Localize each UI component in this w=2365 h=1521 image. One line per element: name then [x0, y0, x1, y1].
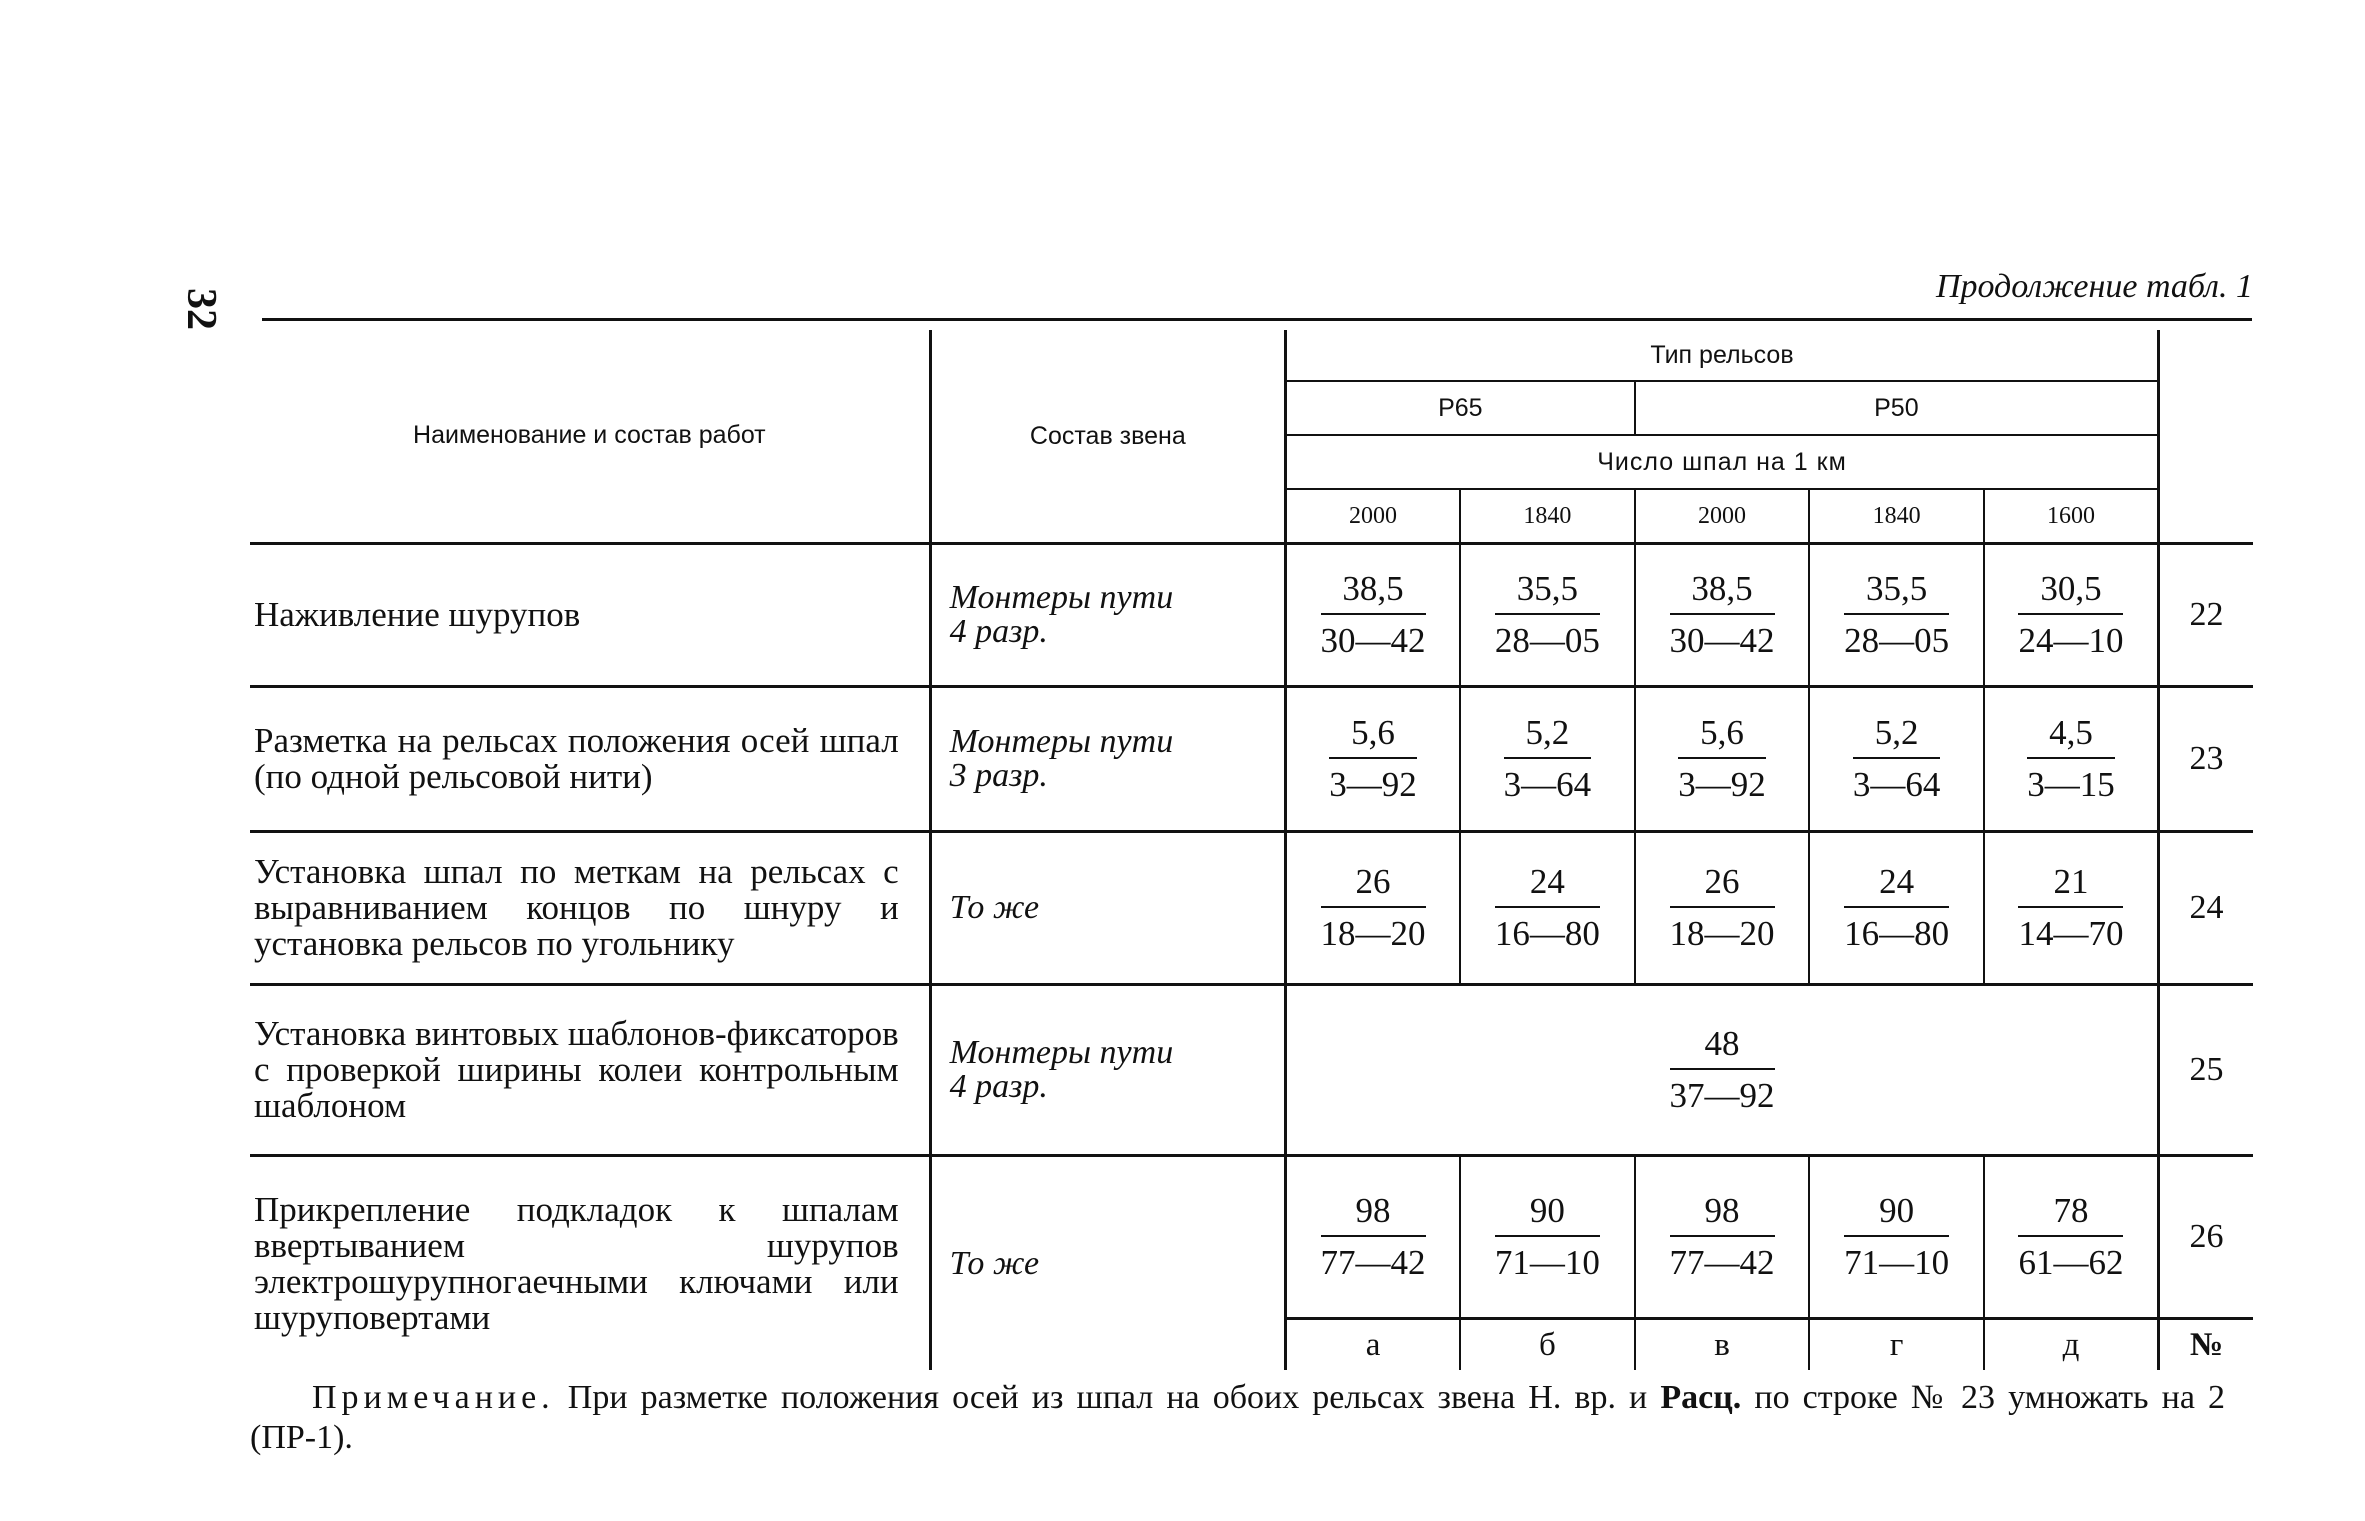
row-number: 25: [2159, 985, 2253, 1156]
column-number-label: №: [2159, 1319, 2253, 1371]
row-number: 22: [2159, 544, 2253, 687]
table-row: [250, 985, 2253, 1156]
norm-value: $\frac{35,5}{28—05}$: [1494, 569, 1600, 660]
work-name: Установка шпал по меткам на рельсах с выравниванием концов по шнуру и установка рельсов по угольнику: [250, 832, 930, 985]
norm-value: $\frac{21}{14—70}$: [2018, 862, 2124, 953]
norm-value: $\frac{38,5}{30—42}$: [1320, 569, 1426, 660]
norm-value: $\frac{98}{77—42}$: [1320, 1191, 1426, 1282]
header-rail-p50: Р50: [1635, 381, 2159, 435]
header-rail-type: Тип рельсов: [1285, 330, 2158, 381]
table-row: [250, 687, 2253, 832]
norm-value: $\frac{24}{16—80}$: [1844, 862, 1950, 953]
norm-value: $\frac{4,5}{3—15}$: [2027, 713, 2115, 804]
note-text: При разметке положения осей из шпал на обоих рельсах звена Н. вр. и: [554, 1379, 1661, 1416]
header-number-col: [2159, 330, 2253, 544]
table-row: [250, 1156, 2253, 1319]
header-count: 1600: [2046, 502, 2095, 529]
norm-value: $\frac{90}{71—10}$: [1494, 1191, 1600, 1282]
crew-composition: Монтеры пути 4 разр.: [930, 544, 1285, 687]
norm-value-merged: $\frac{48}{37—92}$: [1669, 1024, 1775, 1115]
table-note: [250, 1378, 2225, 1458]
crew-composition: То же: [930, 1156, 1285, 1371]
top-rule: [262, 318, 2252, 321]
norm-value: $\frac{26}{18—20}$: [1320, 862, 1426, 953]
norm-value: $\frac{5,2}{3—64}$: [1852, 713, 1941, 804]
norm-value: $\frac{5,2}{3—64}$: [1503, 713, 1592, 804]
work-name: Разметка на рельсах положения осей шпал (по одной рельсовой нити): [250, 687, 930, 832]
column-letter: в: [1635, 1319, 1810, 1371]
header-rail-p65: Р65: [1285, 381, 1634, 435]
note-bold: Расц.: [1660, 1379, 1742, 1416]
norm-value: $\frac{26}{18—20}$: [1669, 862, 1775, 953]
norm-value: $\frac{24}{16—80}$: [1494, 862, 1600, 953]
note-label: Примечание.: [312, 1379, 555, 1416]
header-count: 1840: [1460, 489, 1635, 544]
page-number: 32: [178, 288, 224, 330]
column-letter: а: [1285, 1319, 1460, 1371]
header-sleepers-per-km: Число шпал на 1 км: [1285, 435, 2158, 489]
crew-composition: То же: [930, 832, 1285, 985]
norm-value: $\frac{38,5}{30—42}$: [1669, 569, 1775, 660]
work-name: Прикрепление подкладок к шпалам ввертыванием шурупов электрошурупногаечными ключами или шуруповертами: [250, 1156, 930, 1371]
norm-value: $\frac{5,6}{3—92}$: [1678, 713, 1766, 804]
row-number: 24: [2159, 832, 2253, 985]
work-name: Установка винтовых шаблонов-фиксаторов с проверкой ширины колеи контрольным шаблоном: [250, 985, 930, 1156]
work-name: Наживление шурупов: [250, 544, 930, 687]
header-count: 1840: [1809, 489, 1984, 544]
norm-value: $\frac{5,6}{3—92}$: [1329, 713, 1417, 804]
table-row: [250, 544, 2253, 687]
continuation-caption: Продолжение табл. 1: [1935, 268, 2253, 305]
norm-value: $\frac{35,5}{28—05}$: [1844, 569, 1950, 660]
norm-value: $\frac{98}{77—42}$: [1669, 1191, 1775, 1282]
norms-table: [250, 330, 2253, 1370]
header-work-name: Наименование и состав работ: [250, 330, 930, 544]
column-letter: г: [1809, 1319, 1984, 1371]
row-number: 23: [2159, 687, 2253, 832]
column-letter: д: [1984, 1319, 2159, 1371]
header-count: 2000: [1285, 489, 1460, 544]
norm-value: $\frac{90}{71—10}$: [1844, 1191, 1950, 1282]
row-number: 26: [2159, 1156, 2253, 1319]
norm-value: $\frac{30,5}{24—10}$: [2018, 569, 2124, 660]
norm-value: $\frac{78}{61—62}$: [2018, 1191, 2124, 1282]
crew-composition: Монтеры пути 4 разр.: [930, 985, 1285, 1156]
header-crew: Состав звена: [930, 330, 1285, 544]
header-count: 2000: [1635, 489, 1810, 544]
table-row: [250, 832, 2253, 985]
note-text-end: по строке № 23 умножать на 2 (ПР-1).: [250, 1379, 2226, 1456]
crew-composition: Монтеры пути 3 разр.: [930, 687, 1285, 832]
column-letter: б: [1460, 1319, 1635, 1371]
